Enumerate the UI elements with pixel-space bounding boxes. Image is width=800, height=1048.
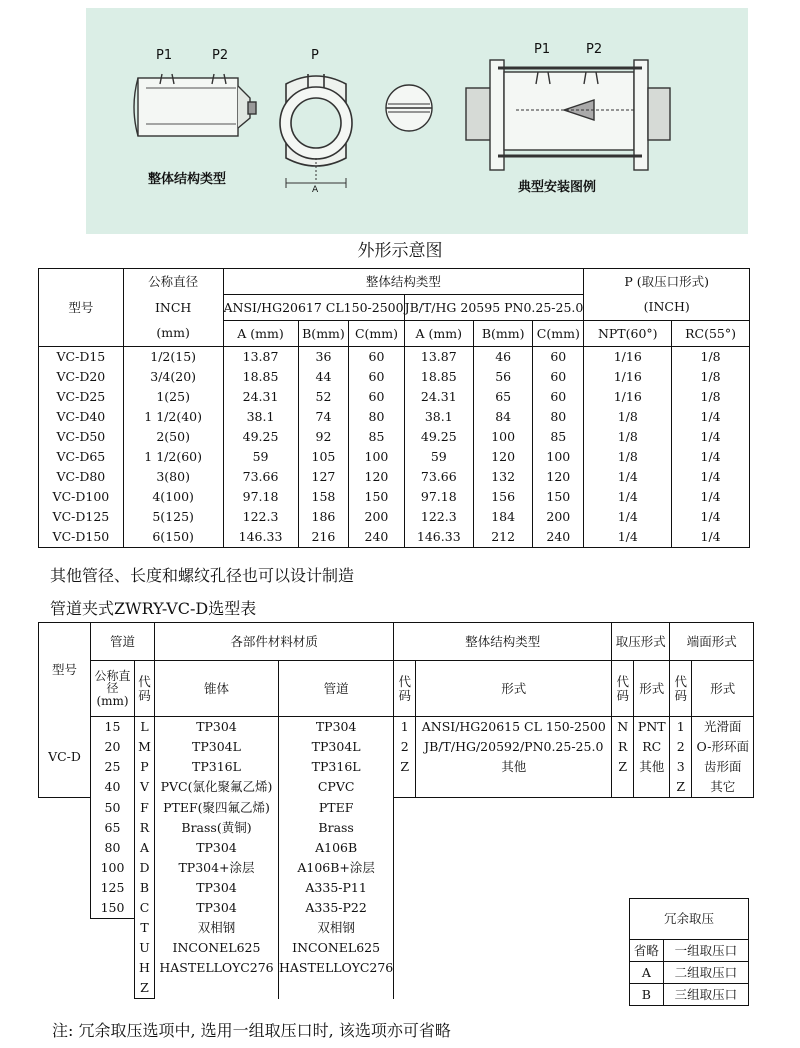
cone-material-cell: 双相钢 [155,918,279,938]
table-row [39,387,750,407]
header-model: 型号 [39,623,91,717]
pipe-material-cell: CPVC [279,777,394,798]
material-code-cell: B [135,878,155,898]
material-code-cell: M [135,737,155,757]
header-a2: A (mm) [404,321,473,347]
cone-material-cell: TP304 [155,898,279,919]
tap-form-cell: 其他 [634,757,670,777]
table-cell: VC-D50 [39,427,124,447]
table-row [39,757,754,777]
tap-code-cell: N [612,717,634,738]
header-nominal-2: INCH [123,295,223,321]
table-cell: 1/4 [672,447,750,467]
table-row [39,447,750,467]
size-cell: 65 [91,818,135,838]
table-cell: 1/8 [672,387,750,407]
table-cell: 60 [533,347,584,368]
table-cell: 200 [533,507,584,527]
pipe-material-cell: A335-P11 [279,878,394,898]
table-cell: 1/16 [584,367,672,387]
pipe-material-cell: HASTELLOYC276 [279,958,394,978]
option-desc-cell: 二组取压口 [663,962,748,984]
header-npt: NPT(60°) [584,321,672,347]
material-code-cell: V [135,777,155,798]
material-code-cell: R [135,818,155,838]
table-row [630,984,749,1006]
table-cell: 1/4 [672,467,750,487]
size-cell: 50 [91,798,135,818]
table-cell: 24.31 [404,387,473,407]
structure-form-cell [416,777,612,798]
pipe-material-cell [279,978,394,999]
cone-material-cell [155,978,279,999]
pipe-material-cell: TP304 [279,717,394,738]
table-cell: VC-D125 [39,507,124,527]
table-cell: 1/8 [584,407,672,427]
table-row [39,427,750,447]
header-form2: 形式 [634,661,670,717]
selection-table-title: 管道夹式ZWRY-VC-D选型表 [50,599,257,618]
material-code-cell: D [135,858,155,878]
header-b2: B(mm) [474,321,533,347]
structure-code-cell: Z [394,757,416,777]
end-code-cell: 3 [670,757,692,777]
table-cell: 1 1/2(60) [123,447,223,467]
tap-form-cell: PNT [634,717,670,738]
table-row [39,717,754,738]
table-cell: 84 [474,407,533,427]
cone-material-cell: TP304+涂层 [155,858,279,878]
table-cell: 36 [298,347,349,368]
label-p-mid: P [311,48,319,63]
table-cell: VC-D40 [39,407,124,427]
pipe-material-cell: A106B [279,838,394,858]
figure-title: 外形示意图 [357,241,443,261]
table-cell: 4(100) [123,487,223,507]
size-cell: 80 [91,838,135,858]
table-cell: 2(50) [123,427,223,447]
structure-form-cell: 其他 [416,757,612,777]
table-row [39,487,750,507]
table-cell: 105 [298,447,349,467]
material-code-cell: Z [135,978,155,999]
table-cell: 97.18 [223,487,298,507]
table-cell: 5(125) [123,507,223,527]
caption-typical-installation: 典型安装图例 [518,180,597,195]
table-cell: 132 [474,467,533,487]
pipe-material-cell: INCONEL625 [279,938,394,958]
table-cell: 150 [349,487,404,507]
model-cell: VC-D [39,717,91,798]
table-cell: 1/4 [672,487,750,507]
cone-material-cell: TP316L [155,757,279,777]
table-cell: 1/4 [584,487,672,507]
pipe-material-cell: 双相钢 [279,918,394,938]
end-view-drawing [280,74,352,188]
header-code2: 代码 [394,661,416,717]
cone-material-cell: TP304 [155,878,279,898]
table-cell: 1/8 [672,347,750,368]
table-cell: 49.25 [404,427,473,447]
material-code-cell: P [135,757,155,777]
table-cell: 80 [533,407,584,427]
dimensions-table-body [39,347,750,548]
header-cone: 锥体 [155,661,279,717]
structure-code-cell [394,777,416,798]
table-cell: 3/4(20) [123,367,223,387]
material-code-cell: T [135,918,155,938]
table-cell: 13.87 [404,347,473,368]
table-cell: VC-D100 [39,487,124,507]
table-row [39,347,750,368]
table-cell: 186 [298,507,349,527]
cone-material-cell: PVC(氯化聚氟乙烯) [155,777,279,798]
header-c1: C(mm) [349,321,404,347]
tap-code-cell [612,777,634,798]
table-cell: 38.1 [223,407,298,427]
table-cell: 85 [533,427,584,447]
table-cell: 1/16 [584,387,672,407]
table-cell: 46 [474,347,533,368]
header-nominal-1: 公称直径 [123,269,223,295]
header-nominal-3: (mm) [123,321,223,347]
header-b1: B(mm) [298,321,349,347]
table-cell: 56 [474,367,533,387]
table-cell: 97.18 [404,487,473,507]
option-desc-cell: 三组取压口 [663,984,748,1006]
integral-body-drawing [134,74,256,136]
table-cell: 240 [349,527,404,548]
option-code-cell: 省略 [630,940,664,962]
table-cell: 1/4 [672,527,750,548]
material-code-cell: A [135,838,155,858]
table-cell: 240 [533,527,584,548]
table-cell: 1/4 [672,407,750,427]
table-cell: VC-D65 [39,447,124,467]
table-cell: VC-D150 [39,527,124,548]
table-row [630,962,749,984]
tap-code-cell: Z [612,757,634,777]
end-code-cell: Z [670,777,692,798]
option-code-cell: A [630,962,664,984]
label-p1-left: P1 [156,48,173,63]
structure-code-cell: 2 [394,737,416,757]
table-cell: 1/2(15) [123,347,223,368]
table-cell: 122.3 [223,507,298,527]
tap-code-cell: R [612,737,634,757]
table-cell: 146.33 [223,527,298,548]
table-cell: 120 [533,467,584,487]
cone-section-drawing [386,85,432,131]
structure-form-cell: ANSI/HG20615 CL 150-2500 [416,717,612,738]
header-cell [39,269,124,295]
table-cell: 1/16 [584,347,672,368]
end-code-cell: 1 [670,717,692,738]
cone-material-cell: INCONEL625 [155,938,279,958]
header-cell [39,321,124,347]
table-cell: 120 [349,467,404,487]
table-row [39,777,754,798]
table-cell: 49.25 [223,427,298,447]
table-cell: 146.33 [404,527,473,548]
table-cell: 80 [349,407,404,427]
header-rc: RC(55°) [672,321,750,347]
pipe-material-cell: PTEF [279,798,394,818]
table-cell: 13.87 [223,347,298,368]
header-ansi: ANSI/HG20617 CL150-2500 [223,295,404,321]
table-cell: 184 [474,507,533,527]
size-cell: 20 [91,737,135,757]
header-code: 代码 [135,661,155,717]
cone-material-cell: TP304 [155,838,279,858]
size-cell: 125 [91,878,135,898]
table-cell: 1/4 [672,427,750,447]
footnote: 注: 冗余取压选项中, 选用一组取压口时, 该选项亦可省略 [52,1021,451,1040]
end-code-cell: 2 [670,737,692,757]
redundant-tap-table [629,898,749,1006]
table-cell: 74 [298,407,349,427]
table-cell: 1/4 [672,507,750,527]
tap-form-cell: RC [634,737,670,757]
installation-drawing [466,60,670,170]
pipe-material-cell: Brass [279,818,394,838]
table-cell: 18.85 [223,367,298,387]
table-cell: 60 [533,387,584,407]
outline-drawing [86,8,748,234]
material-code-cell: C [135,898,155,919]
dimensions-table [38,268,750,548]
table-cell: 1(25) [123,387,223,407]
table-cell: 216 [298,527,349,548]
table-cell: 1/4 [584,507,672,527]
header-jb: JB/T/HG 20595 PN0.25-25.0 [404,295,584,321]
table-cell: 18.85 [404,367,473,387]
size-cell: 40 [91,777,135,798]
cone-material-cell: TP304L [155,737,279,757]
table-cell: 1/4 [584,467,672,487]
table-cell: 59 [404,447,473,467]
table-row [39,507,750,527]
pipe-material-cell: TP304L [279,737,394,757]
blank-cell [39,798,91,999]
material-code-cell: F [135,798,155,818]
table-cell: 212 [474,527,533,548]
table-cell: VC-D25 [39,387,124,407]
blank-cell [91,918,135,999]
cone-material-cell: TP304 [155,717,279,738]
table-row [39,527,750,548]
header-materials: 各部件材料材质 [155,623,394,661]
size-cell: 15 [91,717,135,738]
table-cell: 6(150) [123,527,223,548]
header-dn: 公称直径(mm) [91,661,135,717]
size-cell: 150 [91,898,135,919]
header-p-1: P (取压口形式) [584,269,750,295]
table-cell: 92 [298,427,349,447]
material-code-cell: H [135,958,155,978]
table-cell: 127 [298,467,349,487]
table-cell: 1/4 [584,527,672,548]
header-structure: 整体结构类型 [394,623,612,661]
header-form: 形式 [416,661,612,717]
table-cell: 1 1/2(40) [123,407,223,427]
table-cell: 1/8 [672,367,750,387]
structure-form-cell: JB/T/HG/20592/PN0.25-25.0 [416,737,612,757]
table-cell: 52 [298,387,349,407]
table-cell: VC-D20 [39,367,124,387]
table-cell: 59 [223,447,298,467]
table-cell: 100 [474,427,533,447]
table-cell: 158 [298,487,349,507]
note-custom-design: 其他管径、长度和螺纹孔径也可以设计制造 [50,566,355,585]
table-cell: 156 [474,487,533,507]
header-pipe2: 管道 [279,661,394,717]
pipe-material-cell: A335-P22 [279,898,394,919]
size-cell: 100 [91,858,135,878]
redundant-tap-title: 冗余取压 [630,899,749,940]
table-cell: 38.1 [404,407,473,427]
table-cell: 100 [533,447,584,467]
table-row [39,407,750,427]
table-row [630,940,749,962]
pipe-material-cell: A106B+涂层 [279,858,394,878]
header-a1: A (mm) [223,321,298,347]
outline-figure [86,8,748,234]
material-code-cell: L [135,717,155,738]
table-cell: VC-D15 [39,347,124,368]
table-row [39,367,750,387]
tap-form-cell [634,777,670,798]
header-pipe: 管道 [91,623,155,661]
table-cell: 73.66 [223,467,298,487]
table-cell: 60 [349,387,404,407]
option-code-cell: B [630,984,664,1006]
header-form3: 形式 [692,661,754,717]
cone-material-cell: HASTELLOYC276 [155,958,279,978]
header-tap: 取压形式 [612,623,670,661]
table-row [39,467,750,487]
table-cell: 3(80) [123,467,223,487]
header-p-2: (INCH) [584,295,750,321]
table-cell: 60 [349,347,404,368]
table-cell: 1/8 [584,427,672,447]
table-cell: 200 [349,507,404,527]
structure-code-cell: 1 [394,717,416,738]
table-cell: 60 [533,367,584,387]
header-code4: 代码 [670,661,692,717]
header-code3: 代码 [612,661,634,717]
header-model: 型号 [39,295,124,321]
table-cell: 24.31 [223,387,298,407]
label-p2-left: P2 [212,48,229,63]
table-cell: 60 [349,367,404,387]
table-cell: 73.66 [404,467,473,487]
option-desc-cell: 一组取压口 [663,940,748,962]
label-p2-right: P2 [586,42,603,57]
caption-integral-structure: 整体结构类型 [148,172,227,187]
table-cell: 1/8 [584,447,672,467]
table-row [39,798,754,818]
cone-material-cell: PTEF(聚四氟乙烯) [155,798,279,818]
cone-material-cell: Brass(黄铜) [155,818,279,838]
material-code-cell: U [135,938,155,958]
table-cell: 122.3 [404,507,473,527]
redundant-tap-body [630,940,749,1006]
table-cell: 85 [349,427,404,447]
size-cell: 25 [91,757,135,777]
table-cell: 44 [298,367,349,387]
table-cell: 150 [533,487,584,507]
end-form-cell: 齿形面 [692,757,754,777]
end-form-cell: 其它 [692,777,754,798]
end-form-cell: O-形环面 [692,737,754,757]
label-dim-a: A [312,185,319,195]
label-p1-right: P1 [534,42,551,57]
table-row [39,737,754,757]
table-cell: 120 [474,447,533,467]
header-c2: C(mm) [533,321,584,347]
table-cell: 100 [349,447,404,467]
header-structure: 整体结构类型 [223,269,584,295]
header-end: 端面形式 [670,623,754,661]
pipe-material-cell: TP316L [279,757,394,777]
table-cell: VC-D80 [39,467,124,487]
table-cell: 65 [474,387,533,407]
end-form-cell: 光滑面 [692,717,754,738]
